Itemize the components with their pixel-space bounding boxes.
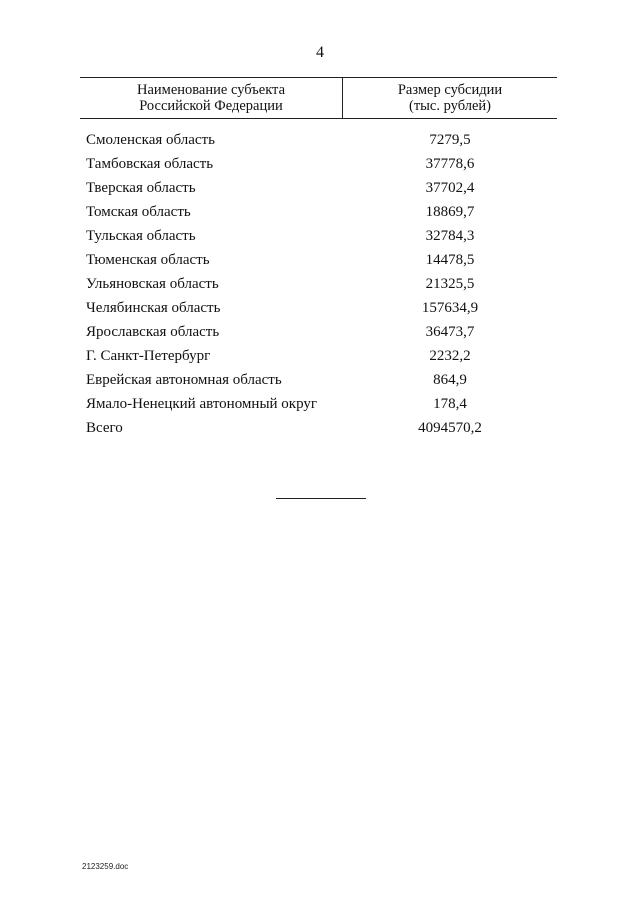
page-number: 4: [316, 44, 324, 61]
row-subject-name: Ямало-Ненецкий автономный округ: [86, 396, 318, 412]
table-row: [0, 394, 640, 418]
row-subject-name: Челябинская область: [86, 300, 221, 316]
row-subsidy-amount: 2232,2: [429, 348, 471, 364]
table-row: [0, 226, 640, 250]
header-subject-name-line2: Российской Федерации: [139, 98, 283, 114]
table-row: [0, 346, 640, 370]
header-subsidy-amount: [343, 82, 557, 114]
row-total-amount: 4094570,2: [418, 420, 482, 436]
row-subsidy-amount: 37778,6: [425, 156, 475, 172]
header-subject-name-line1: Наименование субъекта: [136, 82, 286, 98]
table-body: [0, 130, 640, 442]
row-subsidy-amount: 7279,5: [429, 132, 471, 148]
table-row: [0, 322, 640, 346]
header-subsidy-amount-line1: Размер субсидии: [397, 82, 503, 98]
row-subject-name: Ярославская область: [86, 324, 220, 340]
row-subsidy-amount: 21325,5: [425, 276, 475, 292]
table-row: [0, 154, 640, 178]
row-subsidy-amount: 178,4: [433, 396, 467, 412]
table-row: [0, 202, 640, 226]
row-subsidy-amount: 32784,3: [425, 228, 475, 244]
row-subject-name: Тульская область: [86, 228, 196, 244]
row-subsidy-amount: 37702,4: [425, 180, 475, 196]
end-of-table-rule: [276, 498, 366, 499]
row-subject-name: Г. Санкт-Петербург: [86, 348, 211, 364]
table-row: [0, 250, 640, 274]
row-subject-name: Тамбовская область: [86, 156, 214, 172]
row-subsidy-amount: 18869,7: [425, 204, 475, 220]
table-row-total: [0, 418, 640, 442]
table-row: [0, 130, 640, 154]
row-subsidy-amount: 36473,7: [425, 324, 475, 340]
document-id: 2123259.doc: [82, 862, 129, 871]
row-subsidy-amount: 157634,9: [421, 300, 479, 316]
row-subject-name: Смоленская область: [86, 132, 215, 148]
row-subject-name: Тверская область: [86, 180, 196, 196]
table-row: [0, 178, 640, 202]
table-row: [0, 370, 640, 394]
header-subject-name: [80, 82, 342, 114]
row-subsidy-amount: 864,9: [433, 372, 467, 388]
table-row: [0, 298, 640, 322]
table-row: [0, 274, 640, 298]
row-subject-name: Томская область: [86, 204, 191, 220]
row-subsidy-amount: 14478,5: [425, 252, 475, 268]
header-subsidy-amount-line2: (тыс. рублей): [409, 98, 491, 114]
row-total-label: Всего: [86, 420, 123, 436]
row-subject-name: Еврейская автономная область: [86, 372, 282, 388]
row-subject-name: Тюменская область: [86, 252, 210, 268]
table-header: [80, 77, 557, 119]
row-subject-name: Ульяновская область: [86, 276, 219, 292]
